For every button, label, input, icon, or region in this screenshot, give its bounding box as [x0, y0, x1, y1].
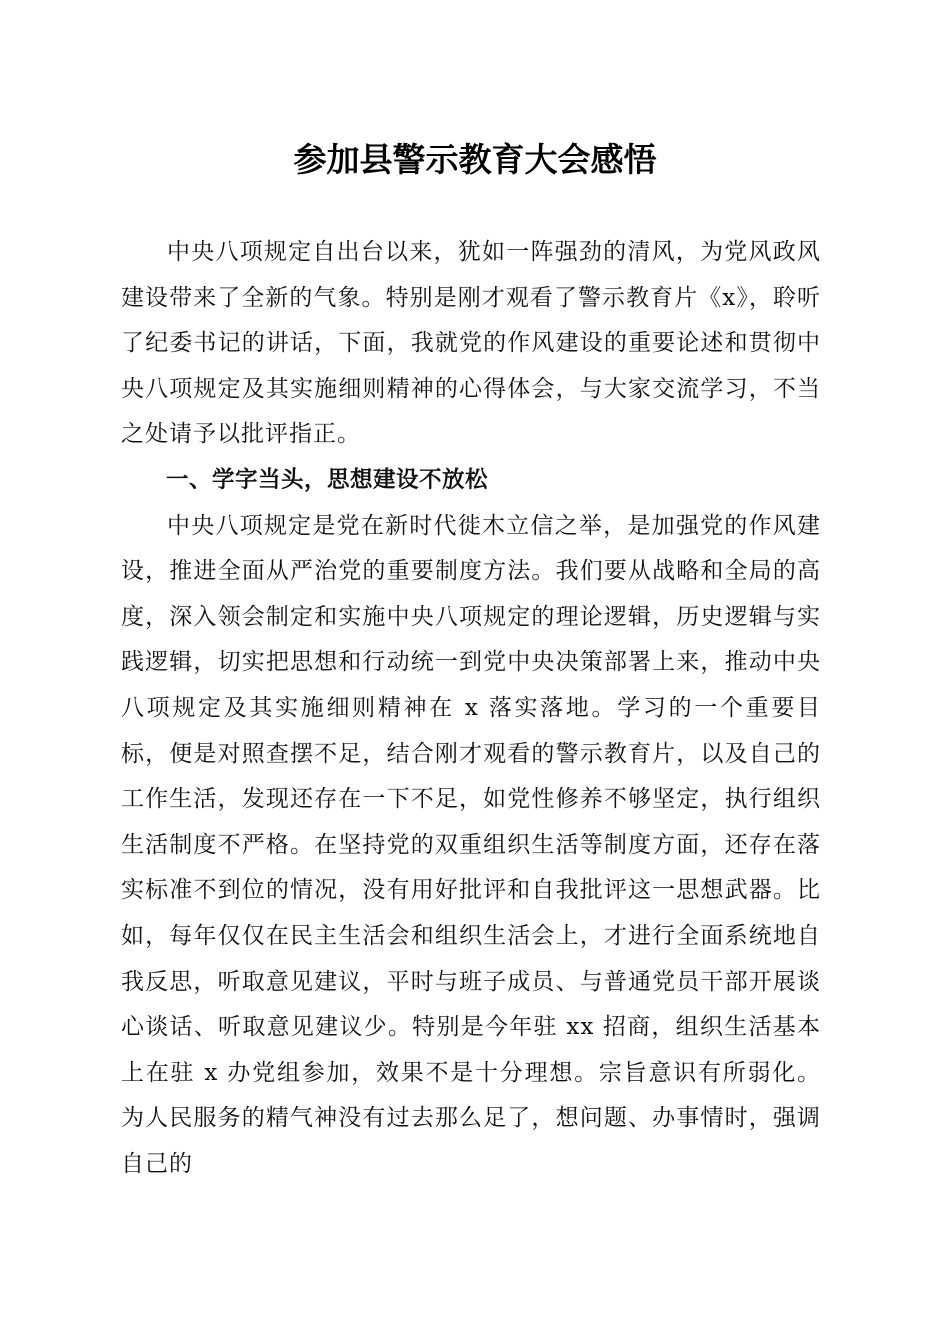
section-heading-1: 一、学字当头，思想建设不放松: [166, 466, 489, 493]
document-body: [121, 230, 821, 1187]
intro-paragraph: 中央八项规定自出台以来，犹如一阵强劲的清风，为党风政风建设带来了全新的气象。特别是刚才观看了警示教育片《x》，聆听了纪委书记的讲话，下面，我就党的作风建设的重要论述和贯彻中央八项规定及其实施细则精神的心得体会，与大家交流学习，不当之处请予以批评指正。: [121, 239, 821, 448]
section-1-paragraph: 中央八项规定是党在新时代徙木立信之举，是加强党的作风建设，推进全面从严治党的重要制度方法。我们要从战略和全局的高度，深入领会制定和实施中央八项规定的理论逻辑，历史逻辑与实践逻辑，切实把思想和行动统一到党中央决策部署上来，推动中央八项规定及其实施细则精神在 x 落实落地。学习的一个重要目标，便是对照查摆不足，结合刚才观看的警示教育片，以及自己的工作生活，发现还存在一下不足，如党性修养不够坚定，执行组织生活制度不严格。在坚持党的双重组织生活等制度方面，还存在落实标准不到位的情况，没有用好批评和自我批评这一思想武器。比如，每年仅仅在民主生活会和组织生活会上，才进行全面系统地自我反思，听取意见建议，平时与班子成员、与普通党员干部开展谈心谈话、听取意见建议少。特别是今年驻 xx 招商，组织生活基本上在驻 x 办党组参加，效果不是十分理想。宗旨意识有所弱化。为人民服务的精气神没有过去那么足了，想问题、办事情时，强调自己的: [121, 512, 821, 1177]
document-title: 参加县警示教育大会感悟: [293, 140, 657, 179]
